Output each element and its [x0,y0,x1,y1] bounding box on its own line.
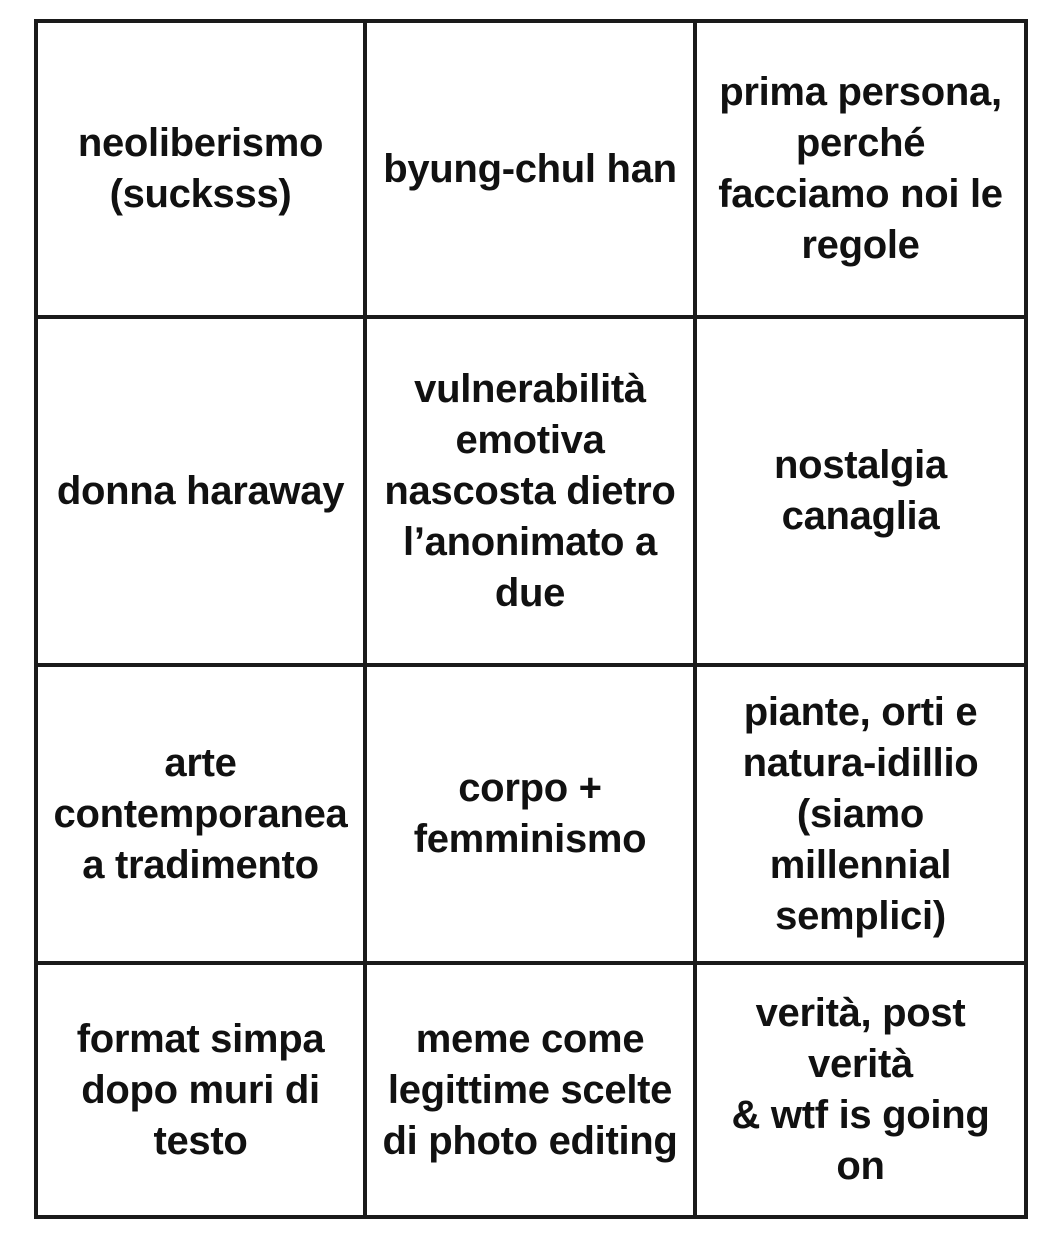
bingo-cell-text: arte contemporanea a tradimento [53,740,348,887]
bingo-cell-vulnerabilita [367,319,697,667]
bingo-cell-text: vulnerabilità emotiva nascosta dietro l’anonimato a due [384,366,676,615]
bingo-cell-verita [697,965,1024,1215]
bingo-cell-byung-chul-han [367,23,697,319]
bingo-cell-prima-persona [697,23,1024,319]
bingo-cell-neoliberismo [38,23,367,319]
bingo-grid [34,19,1028,1219]
bingo-cell-text: neoliberismo (sucksss) [77,121,324,216]
bingo-cell-text: piante, orti e natura-idillio (siamo millennial semplici) [742,689,979,938]
bingo-cell-text: corpo + femminismo [413,766,647,861]
bingo-cell-text: nostalgia canaglia [774,443,947,538]
bingo-cell-format-simpa [38,965,367,1215]
bingo-cell-text: donna haraway [56,468,345,513]
bingo-cell-corpo-femminismo [367,667,697,965]
bingo-cell-text: meme come legittime scelte di photo editing [382,1016,678,1163]
bingo-cell-donna-haraway [38,319,367,667]
bingo-cell-nostalgia [697,319,1024,667]
bingo-cell-text: prima persona, perché facciamo noi le regole [718,70,1003,267]
bingo-cell-text: format simpa dopo muri di testo [76,1016,325,1163]
bingo-cell-text: byung-chul han [383,146,677,191]
bingo-cell-meme [367,965,697,1215]
bingo-cell-piante [697,667,1024,965]
bingo-cell-arte-contemporanea [38,667,367,965]
bingo-cell-text: verità, post verità & wtf is going on [731,991,990,1188]
